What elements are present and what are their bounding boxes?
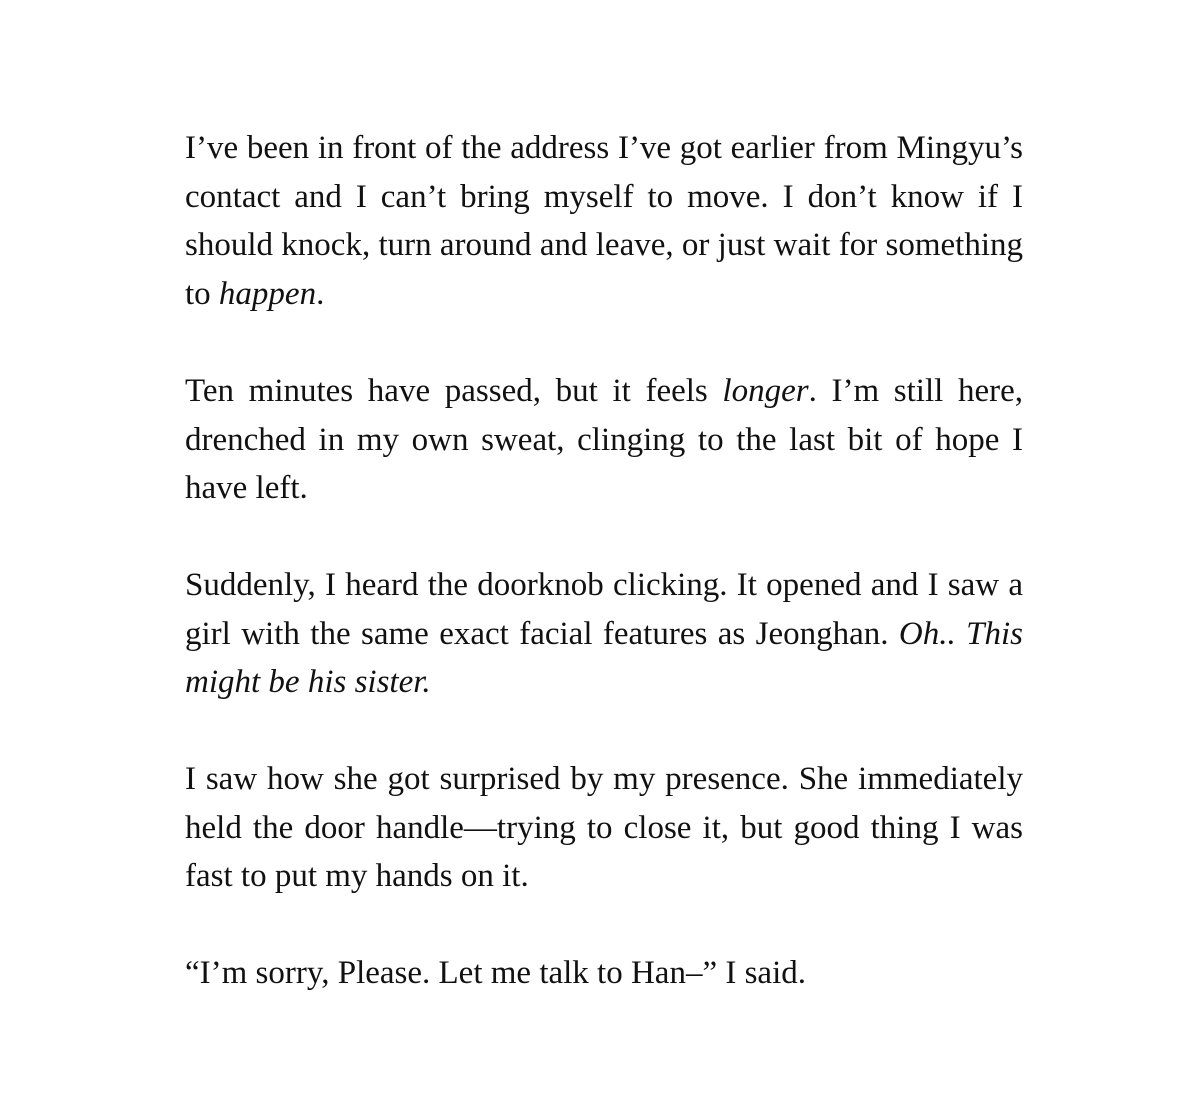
paragraph-1-tail: .: [316, 276, 325, 313]
story-text: [185, 124, 1023, 998]
paragraph-2-emphasis: longer: [722, 372, 809, 409]
paragraph-3: [185, 561, 1023, 707]
paragraph-2-tail: . I’m still here, drenched in my own sweat, clinging to the last bit of hope I have left.: [185, 372, 1023, 507]
paragraph-4-text: I saw how she got surprised by my presence. She immediately held the door handle—trying to close it, but good thing I was fast to put my hands on it.: [185, 761, 1023, 895]
paragraph-3-text: Suddenly, I heard the doorknob clicking. It opened and I saw a girl with the same exact facial features as Jeonghan.: [185, 566, 1023, 652]
paragraph-2: [185, 367, 1023, 513]
paragraph-1-emphasis: happen: [218, 276, 317, 313]
paragraph-5-text: “I’m sorry, Please. Let me talk to Han–” I said.: [185, 955, 806, 992]
paragraph-5: [185, 949, 1023, 998]
paragraph-1: [185, 124, 1023, 319]
paragraph-2-text: Ten minutes have passed, but it feels: [185, 372, 723, 409]
paragraph-1-text: I’ve been in front of the address I’ve got earlier from Mingyu’s contact and I can’t bring myself to move. I don’t know if I should knock, turn around and leave, or just wait for something to: [185, 130, 1023, 313]
paragraph-4: [185, 755, 1023, 901]
paragraph-3-emphasis: Oh.. This might be his sister.: [185, 615, 1024, 701]
